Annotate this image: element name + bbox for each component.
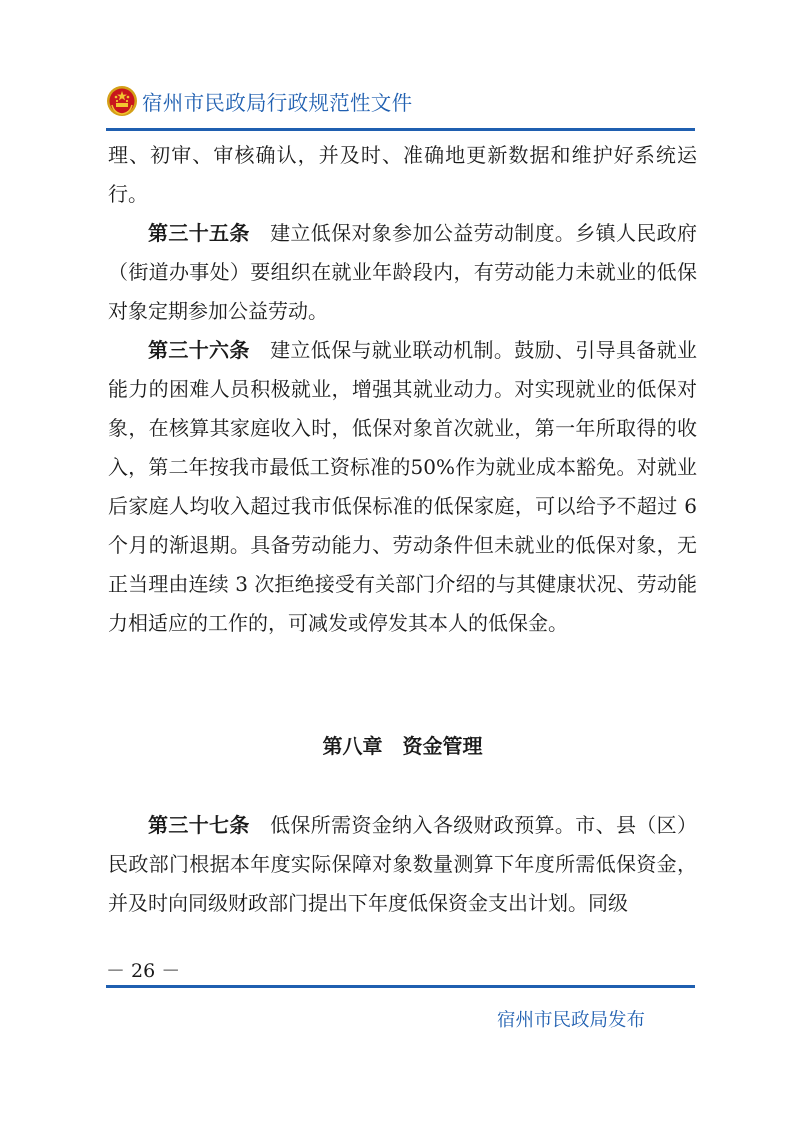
- footer-divider: [106, 985, 695, 988]
- article-37-title: 第三十七条: [148, 813, 250, 837]
- page-number: － 26 －: [106, 960, 181, 982]
- article-36: [108, 331, 697, 643]
- header-divider: [106, 128, 695, 131]
- article-36-title: 第三十六条: [148, 338, 250, 362]
- article-35: [108, 214, 697, 331]
- document-body-continued: [108, 806, 697, 923]
- article-36-text: 建立低保与就业联动机制。鼓励、引导具备就业能力的困难人员积极就业，增强其就业动力。对实现就业的低保对象，在核算其家庭收入时，低保对象首次就业，第一年所取得的收入，第二年按我市最低工资标准的50%作为就业成本豁免。对就业后家庭人均收入超过我市低保标准的低保家庭，可以给予不超过 6个月的渐退期。具备劳动能力、劳动条件但未就业的低保对象，无正当理由连续 3 次拒绝接受有关部门介绍的与其健康状况、劳动能力相适应的工作的，可减发或停发其本人的低保金。: [108, 338, 698, 635]
- page-header: [106, 84, 412, 118]
- national-emblem-icon: [106, 85, 138, 117]
- document-body: [108, 136, 697, 643]
- article-37: [108, 806, 697, 923]
- chapter-heading: 第八章 资金管理: [322, 734, 483, 758]
- publisher-label: 宿州市民政局发布: [497, 1010, 646, 1031]
- continued-paragraph: 理、初审、审核确认，并及时、准确地更新数据和维护好系统运行。: [108, 143, 697, 206]
- article-35-text: 建立低保对象参加公益劳动制度。乡镇人民政府（街道办事处）要组织在就业年龄段内，有劳动能力未就业的低保对象定期参加公益劳动。: [108, 221, 698, 323]
- article-37-text: 低保所需资金纳入各级财政预算。市、县（区）民政部门根据本年度实际保障对象数量测算下年度所需低保资金，并及时向同级财政部门提出下年度低保资金支出计划。同级: [108, 813, 698, 915]
- document-series-title: 宿州市民政局行政规范性文件: [142, 91, 413, 115]
- article-35-title: 第三十五条: [148, 221, 250, 245]
